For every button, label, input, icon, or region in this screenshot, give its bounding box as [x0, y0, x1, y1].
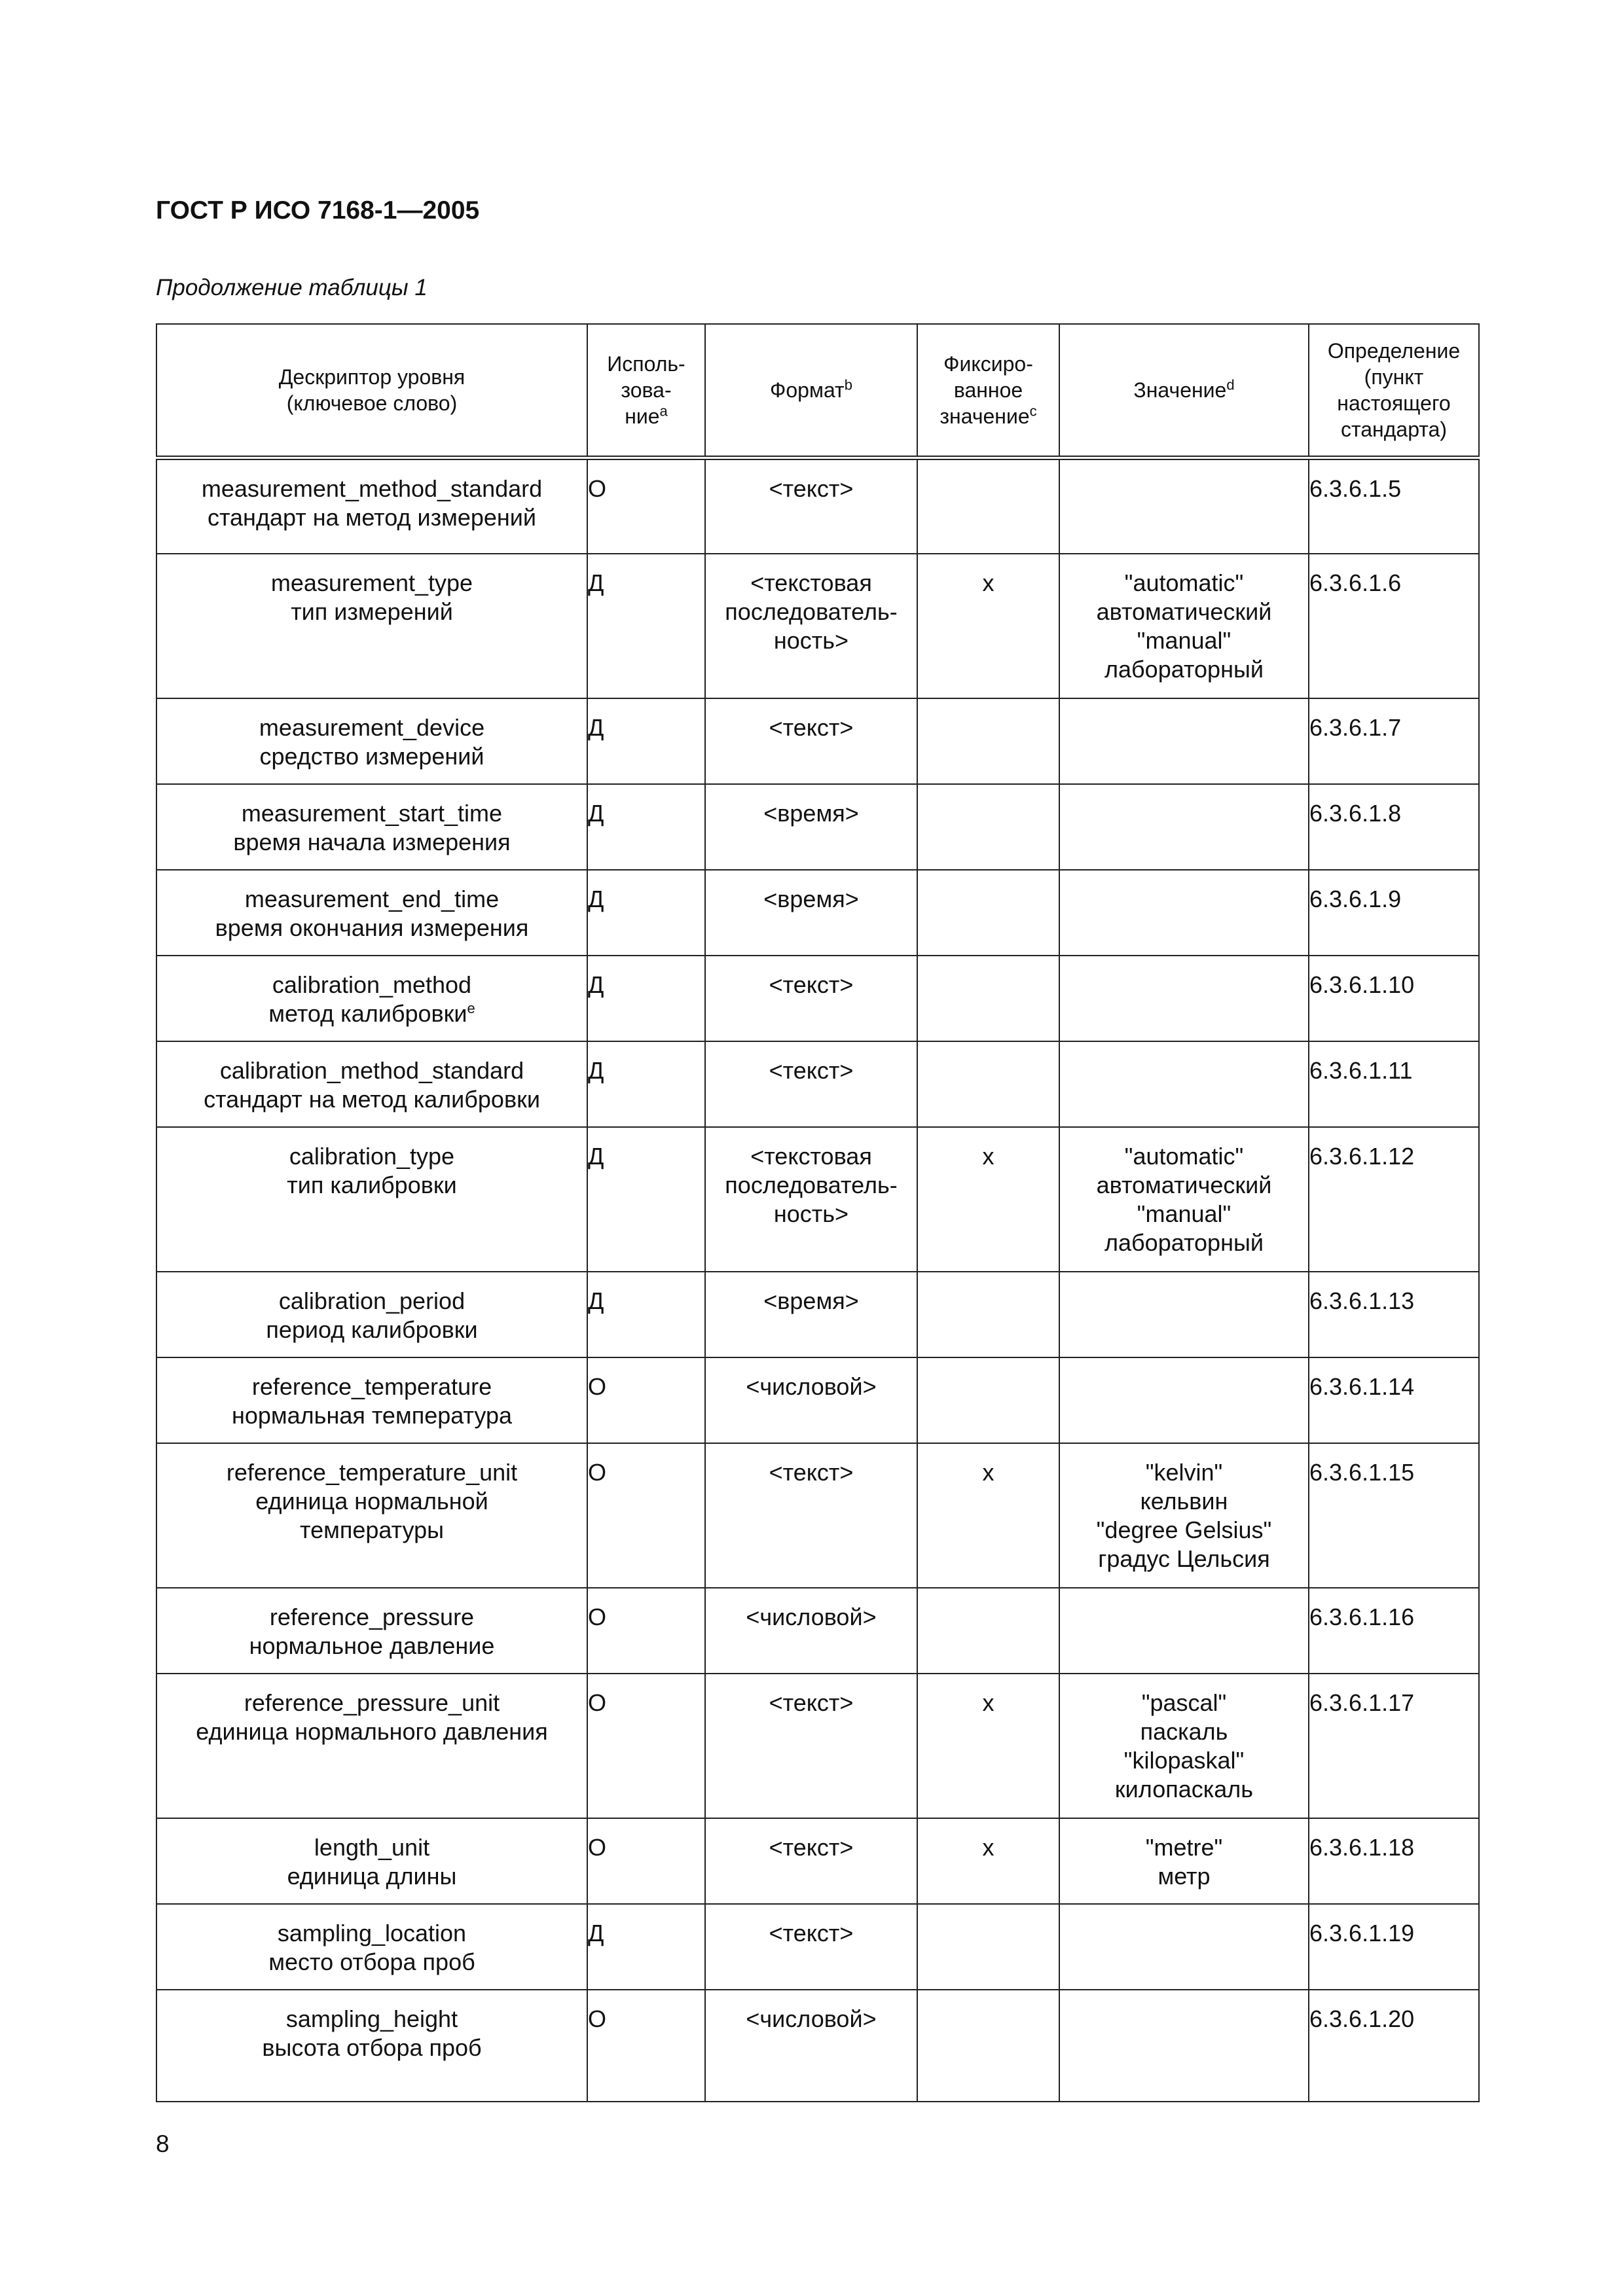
table-row	[156, 1990, 1479, 2102]
definition-ref-cell: 6.3.6.1.20	[1309, 1990, 1479, 2102]
format-cell: <текст>	[705, 1443, 917, 1588]
table-row	[156, 554, 1479, 698]
table-row	[156, 1588, 1479, 1674]
table-row	[156, 870, 1479, 956]
fixed-value-cell: x	[917, 1127, 1059, 1272]
table-row	[156, 1818, 1479, 1904]
definition-ref-cell: 6.3.6.1.7	[1309, 698, 1479, 784]
format-cell: <текст>	[705, 956, 917, 1041]
definition-ref-cell: 6.3.6.1.18	[1309, 1818, 1479, 1904]
definition-ref-cell: 6.3.6.1.17	[1309, 1674, 1479, 1818]
descriptor-cell: length_unit единица длины	[156, 1818, 587, 1904]
value-cell: "automatic" автоматический "manual" лабораторный	[1059, 1127, 1309, 1272]
value-cell	[1059, 784, 1309, 870]
value-cell	[1059, 956, 1309, 1041]
format-cell: <текстовая последователь- ность>	[705, 1127, 917, 1272]
descriptor-cell: calibration_type тип калибровки	[156, 1127, 587, 1272]
value-cell: "pascal" паскаль "kilopaskal" килопаскаль	[1059, 1674, 1309, 1818]
value-cell	[1059, 1588, 1309, 1674]
table-row	[156, 458, 1479, 554]
fixed-value-cell	[917, 1588, 1059, 1674]
format-cell: <текст>	[705, 698, 917, 784]
table-body	[156, 458, 1479, 2102]
fixed-value-cell	[917, 784, 1059, 870]
fixed-value-cell	[917, 1904, 1059, 1990]
descriptor-cell: measurement_type тип измерений	[156, 554, 587, 698]
descriptor-cell: sampling_height высота отбора проб	[156, 1990, 587, 2102]
fixed-value-cell	[917, 870, 1059, 956]
descriptor-cell: reference_pressure нормальное давление	[156, 1588, 587, 1674]
table-row	[156, 1357, 1479, 1443]
table-row	[156, 1127, 1479, 1272]
format-cell: <текст>	[705, 1041, 917, 1127]
descriptor-cell: reference_temperature_unit единица нормальной температуры	[156, 1443, 587, 1588]
definition-ref-cell: 6.3.6.1.16	[1309, 1588, 1479, 1674]
descriptor-cell: calibration_method_standard стандарт на метод калибровки	[156, 1041, 587, 1127]
usage-cell: O	[587, 1990, 705, 2102]
format-cell: <текст>	[705, 1904, 917, 1990]
value-cell	[1059, 1357, 1309, 1443]
definition-ref-cell: 6.3.6.1.14	[1309, 1357, 1479, 1443]
format-cell: <текстовая последователь- ность>	[705, 554, 917, 698]
definition-ref-cell: 6.3.6.1.13	[1309, 1272, 1479, 1357]
header-format: Формат$^b$	[705, 324, 917, 458]
descriptor-cell: calibration_method метод калибровки$^e$	[156, 956, 587, 1041]
value-cell: "metre" метр	[1059, 1818, 1309, 1904]
table-row	[156, 1272, 1479, 1357]
fixed-value-cell: x	[917, 1443, 1059, 1588]
header-descriptor: Дескриптор уровня (ключевое слово)	[156, 324, 587, 458]
table-row	[156, 956, 1479, 1041]
definition-ref-cell: 6.3.6.1.11	[1309, 1041, 1479, 1127]
header-value: Значение$^d$	[1059, 324, 1309, 458]
descriptor-cell: sampling_location место отбора проб	[156, 1904, 587, 1990]
format-cell: <время>	[705, 870, 917, 956]
table-row	[156, 1443, 1479, 1588]
fixed-value-cell	[917, 1041, 1059, 1127]
table-row	[156, 698, 1479, 784]
definition-ref-cell: 6.3.6.1.10	[1309, 956, 1479, 1041]
table-row	[156, 1904, 1479, 1990]
table-header-row	[156, 324, 1479, 458]
format-cell: <числовой>	[705, 1357, 917, 1443]
descriptor-cell: measurement_method_standard стандарт на метод измерений	[156, 458, 587, 554]
footnote-marker: e	[467, 999, 475, 1016]
usage-cell: Д	[587, 870, 705, 956]
fixed-value-cell: x	[917, 554, 1059, 698]
usage-cell: Д	[587, 554, 705, 698]
definition-ref-cell: 6.3.6.1.5	[1309, 458, 1479, 554]
usage-cell: Д	[587, 1904, 705, 1990]
definition-ref-cell: 6.3.6.1.8	[1309, 784, 1479, 870]
usage-cell: Д	[587, 698, 705, 784]
usage-cell: Д	[587, 956, 705, 1041]
value-cell: "automatic" автоматический "manual" лабораторный	[1059, 554, 1309, 698]
definition-ref-cell: 6.3.6.1.12	[1309, 1127, 1479, 1272]
descriptor-table	[156, 323, 1480, 2102]
value-cell	[1059, 1990, 1309, 2102]
usage-cell: O	[587, 1674, 705, 1818]
fixed-value-cell: x	[917, 1818, 1059, 1904]
descriptor-cell: measurement_start_time время начала измерения	[156, 784, 587, 870]
footnote-marker: d	[1226, 376, 1235, 393]
usage-cell: Д	[587, 1127, 705, 1272]
table-caption: Продолжение таблицы 1	[156, 275, 428, 300]
format-cell: <текст>	[705, 458, 917, 554]
value-cell	[1059, 698, 1309, 784]
header-usage: Исполь- зова- ние$^a$	[587, 324, 705, 458]
usage-cell: Д	[587, 1272, 705, 1357]
usage-cell: O	[587, 458, 705, 554]
usage-cell: O	[587, 1357, 705, 1443]
table-row	[156, 1041, 1479, 1127]
fixed-value-cell	[917, 1990, 1059, 2102]
definition-ref-cell: 6.3.6.1.9	[1309, 870, 1479, 956]
descriptor-cell: calibration_period период калибровки	[156, 1272, 587, 1357]
usage-cell: Д	[587, 784, 705, 870]
fixed-value-cell	[917, 698, 1059, 784]
fixed-value-cell	[917, 458, 1059, 554]
fixed-value-cell	[917, 1357, 1059, 1443]
footnote-marker: b	[844, 376, 852, 393]
value-cell	[1059, 458, 1309, 554]
value-cell	[1059, 870, 1309, 956]
usage-cell: O	[587, 1818, 705, 1904]
descriptor-cell: reference_temperature нормальная температура	[156, 1357, 587, 1443]
usage-cell: Д	[587, 1041, 705, 1127]
descriptor-cell: reference_pressure_unit единица нормального давления	[156, 1674, 587, 1818]
document-header: ГОСТ Р ИСО 7168-1—2005	[156, 196, 480, 224]
fixed-value-cell	[917, 956, 1059, 1041]
descriptor-cell: measurement_end_time время окончания измерения	[156, 870, 587, 956]
value-cell	[1059, 1904, 1309, 1990]
page-number: 8	[156, 2130, 170, 2157]
header-definition: Определение (пункт настоящего стандарта)	[1309, 324, 1479, 458]
value-cell	[1059, 1272, 1309, 1357]
footnote-marker: c	[1029, 403, 1037, 420]
format-cell: <время>	[705, 1272, 917, 1357]
format-cell: <числовой>	[705, 1588, 917, 1674]
value-cell	[1059, 1041, 1309, 1127]
table-row	[156, 784, 1479, 870]
format-cell: <числовой>	[705, 1990, 917, 2102]
definition-ref-cell: 6.3.6.1.6	[1309, 554, 1479, 698]
format-cell: <время>	[705, 784, 917, 870]
header-fixed-value: Фиксиро- ванное значение$^c$	[917, 324, 1059, 458]
fixed-value-cell: x	[917, 1674, 1059, 1818]
usage-cell: O	[587, 1443, 705, 1588]
definition-ref-cell: 6.3.6.1.19	[1309, 1904, 1479, 1990]
fixed-value-cell	[917, 1272, 1059, 1357]
definition-ref-cell: 6.3.6.1.15	[1309, 1443, 1479, 1588]
table-row	[156, 1674, 1479, 1818]
format-cell: <текст>	[705, 1674, 917, 1818]
usage-cell: O	[587, 1588, 705, 1674]
value-cell: "kelvin" кельвин "degree Gelsius" градус Цельсия	[1059, 1443, 1309, 1588]
footnote-marker: a	[659, 403, 668, 420]
format-cell: <текст>	[705, 1818, 917, 1904]
descriptor-cell: measurement_device средство измерений	[156, 698, 587, 784]
